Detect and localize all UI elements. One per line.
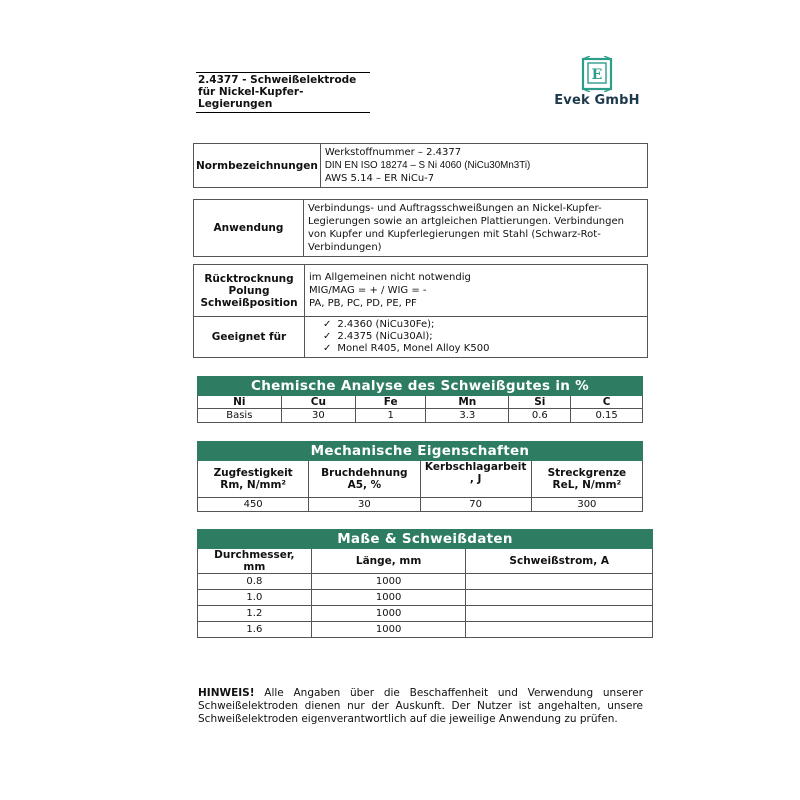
chemistry-table [197,376,643,423]
suitable-item: ✓ 2.4360 (NiCu30Fe); [323,319,643,331]
mechanics-value: 450 [198,498,309,512]
element-header: Mn [426,396,509,409]
mechanics-header: Kerbschlagarbeit , J [420,461,531,498]
table-row [198,574,653,590]
element-value: 0.6 [509,409,571,423]
company-logo [552,56,642,108]
suitable-label: Geeignet für [194,317,305,358]
properties-table [193,264,648,358]
mechanics-header: Zugfestigkeit Rm, N/mm² [198,461,309,498]
norm-line: Werkstoffnummer – 2.4377 [324,147,462,158]
norm-line: AWS 5.14 – ER NiCu-7 [324,173,435,184]
table-row [198,590,653,606]
norm-label: Normbezeichnungen [194,144,321,188]
current-cell [466,622,653,638]
length-cell: 1000 [311,606,466,622]
norm-line: DIN EN ISO 18274 – S Ni 4060 (NiCu30Mn3Ti) [324,160,531,171]
element-value: 1 [356,409,426,423]
mechanics-title: Mechanische Eigenschaften [198,442,643,461]
property-value: PA, PB, PC, PD, PE, PF [309,298,417,309]
length-cell: 1000 [311,574,466,590]
mechanics-header: Streckgrenze ReL, N/mm² [531,461,642,498]
element-value: 3.3 [426,409,509,423]
diameter-cell: 0.8 [198,574,312,590]
note-label: HINWEIS! [198,687,255,699]
dimensions-header: Schweißstrom, A [466,549,653,574]
chemistry-title: Chemische Analyse des Schweißgutes in % [198,377,643,396]
element-value: 0.15 [571,409,643,423]
logo-letter: E [591,67,603,83]
mechanics-value: 70 [420,498,531,512]
element-header: Cu [281,396,355,409]
length-cell: 1000 [311,590,466,606]
current-cell [466,606,653,622]
element-value: 30 [281,409,355,423]
application-text: Verbindungs- und Auftragsschweißungen an Nickel-Kupfer-Legierungen sowie an artgleichen Plattierungen. Verbindungen von Kupfer und Kupferlegierungen mit Stahl (Schwarz-Rot-Verbindungen) [304,200,648,257]
mechanics-header: Bruchdehnung A5, % [309,461,420,498]
dimensions-title: Maße & Schweißdaten [198,530,653,549]
properties-labels [194,265,305,317]
shield-logo-icon [580,56,614,92]
property-value: im Allgemeinen nicht notwendig [309,272,471,283]
note-text: Alle Angaben über die Beschaffenheit und Verwendung unserer Schweißelektroden dienen nur der Auskunft. Der Nutzer ist angehalten, unsere Schweißelektroden eigenverantwortlich auf die jeweilige Anwendung zu prüfen. [198,687,643,725]
current-cell [466,590,653,606]
table-row [198,622,653,638]
mechanics-table [197,441,643,512]
norm-table [193,143,648,188]
element-header: Ni [198,396,282,409]
dimensions-header: Länge, mm [311,549,466,574]
company-name: Evek GmbH [554,93,640,108]
element-header: C [571,396,643,409]
suitable-item: ✓ Monel R405, Monel Alloy K500 [323,343,643,355]
disclaimer-note [198,687,643,726]
property-label: Schweißposition [200,296,298,309]
dimensions-header: Durchmesser, mm [198,549,312,574]
current-cell [466,574,653,590]
element-value: Basis [198,409,282,423]
properties-values [305,265,648,317]
length-cell: 1000 [311,622,466,638]
dimensions-table [197,529,653,638]
diameter-cell: 1.2 [198,606,312,622]
property-label: Rücktrocknung [204,272,294,285]
document-title: 2.4377 - Schweißelektrode für Nickel-Kupfer-Legierungen [196,72,370,113]
element-header: Fe [356,396,426,409]
suitable-item: ✓ 2.4375 (NiCu30Al); [323,331,643,343]
mechanics-value: 300 [531,498,642,512]
diameter-cell: 1.6 [198,622,312,638]
application-table [193,199,648,257]
property-value: MIG/MAG = + / WIG = - [309,285,427,296]
norm-values [320,144,647,188]
mechanics-value: 30 [309,498,420,512]
element-header: Si [509,396,571,409]
diameter-cell: 1.0 [198,590,312,606]
application-label: Anwendung [194,200,304,257]
table-row [198,606,653,622]
suitable-values [305,317,648,358]
property-label: Polung [228,284,270,297]
